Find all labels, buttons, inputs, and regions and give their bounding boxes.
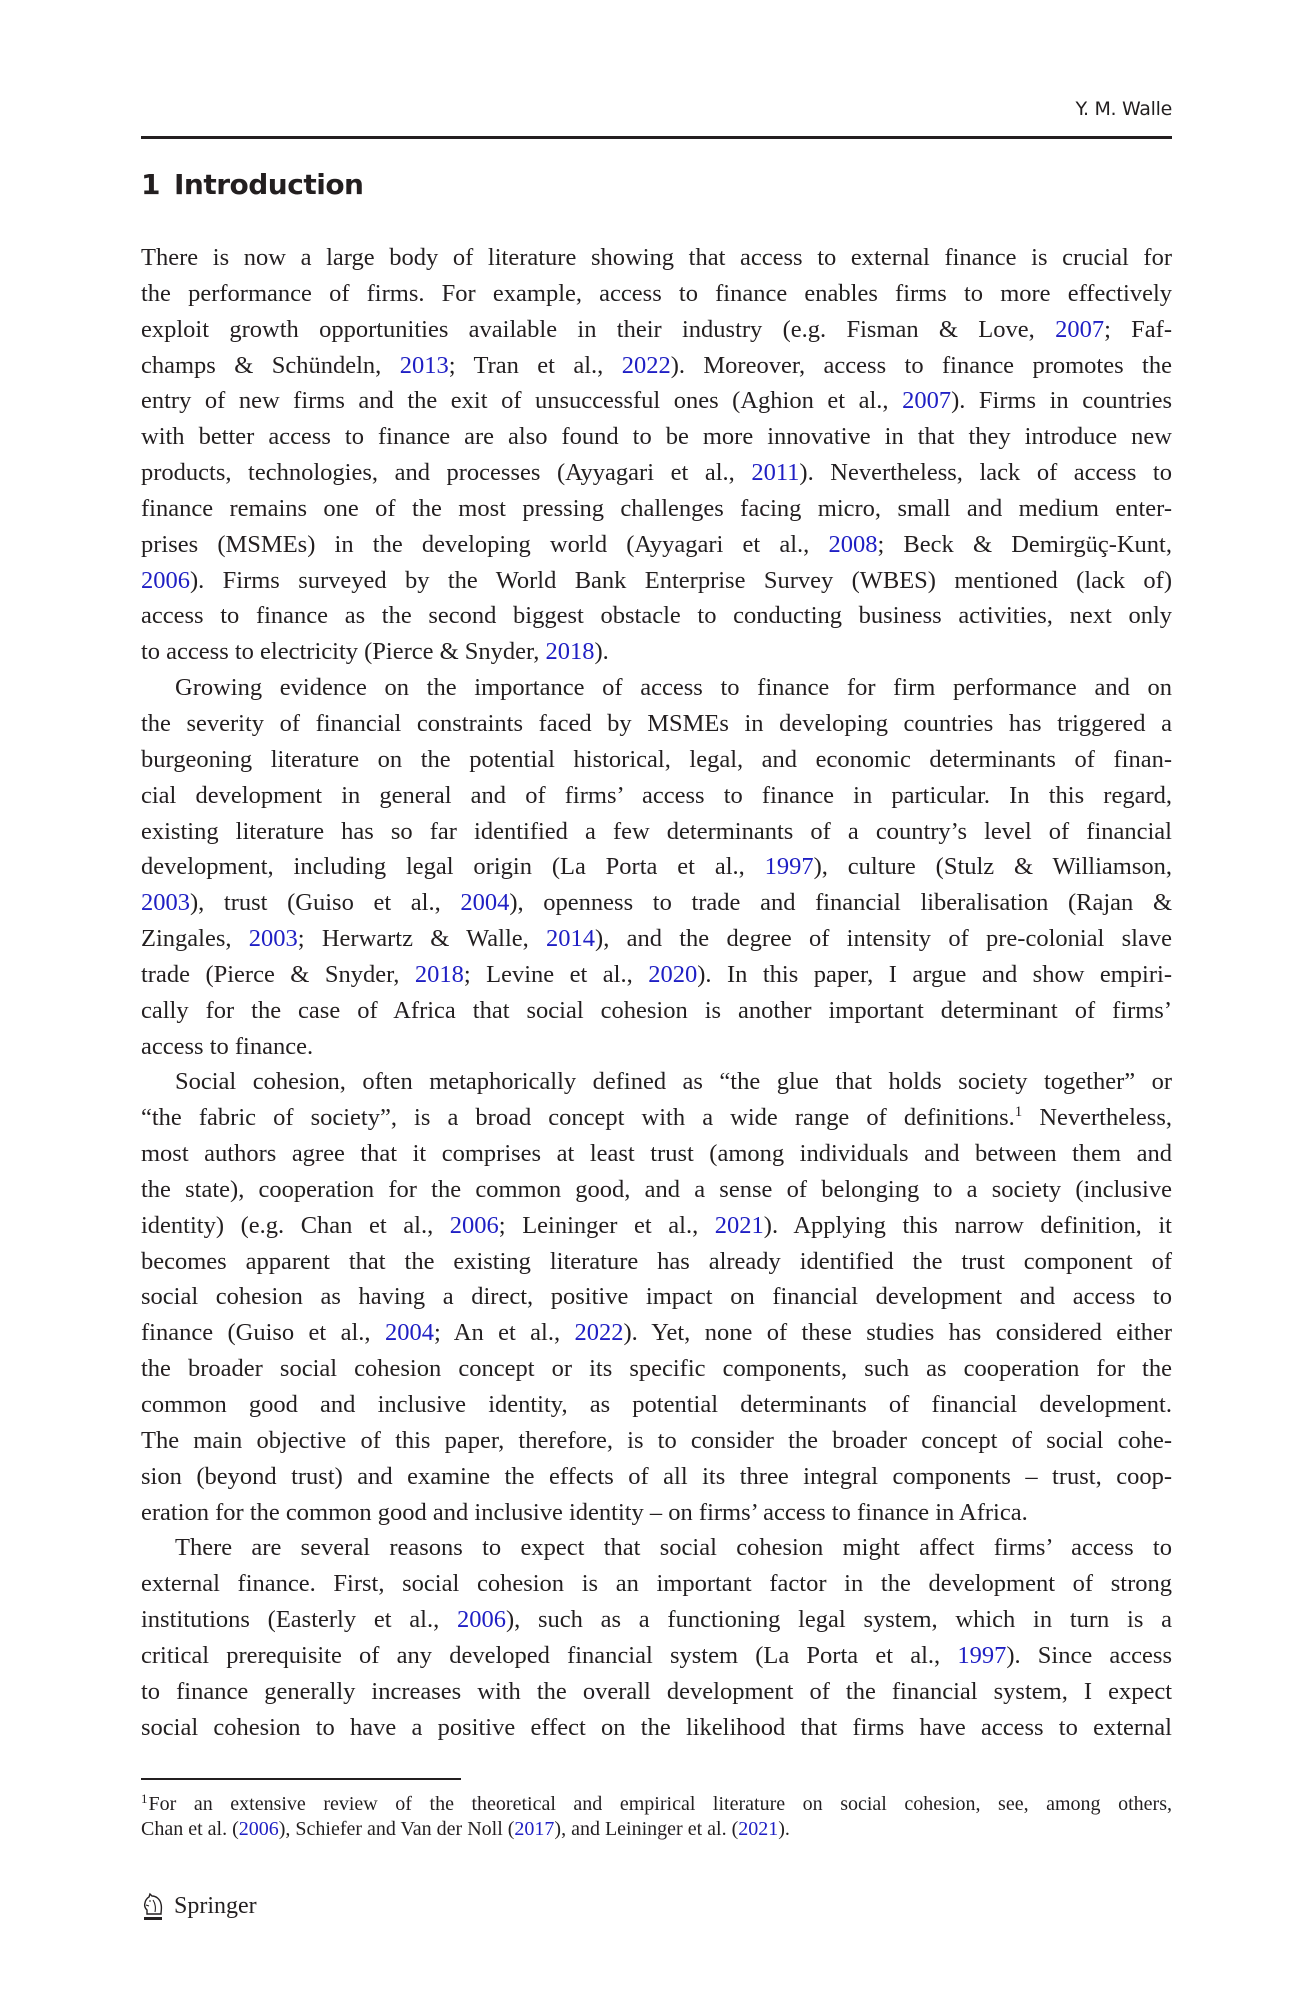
text-run: cial development in general and of firms’ access to finance in particular. In this regard, — [141, 781, 1172, 809]
body-line — [141, 598, 1172, 634]
text-run: finance remains one of the most pressing challenges facing micro, small and medium enter- — [141, 494, 1172, 522]
text-run: the broader social cohesion concept or its specific components, such as cooperation for the — [141, 1355, 1172, 1383]
body-line — [141, 957, 1172, 993]
text-run: access to finance. — [141, 1032, 314, 1060]
body-line — [141, 1459, 1172, 1495]
text-run: common good and inclusive identity, as potential determinants of financial development. — [141, 1391, 1172, 1418]
text-run: There are several reasons to expect that social cohesion might affect firms’ access to — [175, 1534, 1172, 1562]
text-run: external finance. First, social cohesion is an important factor in the development of strong — [141, 1570, 1172, 1598]
springer-knight-icon — [141, 1892, 165, 1922]
body-line — [141, 1100, 1172, 1136]
citation-link[interactable]: 2021 — [714, 1211, 764, 1239]
citation-link[interactable]: 2006 — [238, 1818, 279, 1840]
body-line — [141, 1136, 1172, 1172]
text-run: exploit growth opportunities available in their industry (e.g. Fisman & Love, — [141, 315, 1056, 343]
citation-link[interactable]: 2006 — [141, 566, 190, 594]
text-run: ; An et al., — [433, 1319, 575, 1347]
text-run: ). — [778, 1818, 790, 1840]
citation-link[interactable]: 1997 — [957, 1641, 1007, 1669]
citation-link[interactable]: 2011 — [751, 459, 800, 487]
text-run: ), Schiefer and Van der Noll ( — [278, 1818, 515, 1840]
text-run: ; Leininger et al., — [498, 1211, 715, 1239]
text-run: ), trust (Guiso et al., — [190, 889, 461, 917]
body-line — [141, 778, 1172, 814]
text-run: burgeoning literature on the potential historical, legal, and economic determinants of finan- — [141, 745, 1172, 773]
body-line — [141, 1064, 1172, 1100]
text-run: social cohesion to have a positive effect on the likelihood that firms have access to external — [141, 1713, 1172, 1741]
section-heading — [141, 168, 364, 201]
text-run: ; Levine et al., — [463, 960, 649, 988]
body-line — [141, 563, 1172, 599]
text-run: “the fabric of society”, is a broad concept with a wide range of definitions. — [141, 1104, 1015, 1132]
body-line — [141, 634, 1172, 670]
text-run: ), and the degree of intensity of pre-colonial slave — [595, 925, 1172, 953]
body-line — [141, 1566, 1172, 1602]
text-run: ; Tran et al., — [448, 351, 622, 379]
body-line — [141, 312, 1172, 348]
text-run: ; Herwartz & Walle, — [297, 925, 547, 953]
text-run: the severity of financial constraints faced by MSMEs in developing countries has triggered a — [141, 709, 1172, 737]
body-line — [141, 455, 1172, 491]
text-run: the state), cooperation for the common good, and a sense of belonging to a society (inclusive — [141, 1175, 1172, 1203]
text-run: champs & Schündeln, — [141, 351, 400, 379]
footnote-line — [141, 1817, 1172, 1842]
text-run: the performance of firms. For example, access to finance enables firms to more effectively — [141, 279, 1172, 307]
citation-link[interactable]: 2021 — [738, 1818, 779, 1840]
text-run: The main objective of this paper, therefore, is to consider the broader concept of social cohe- — [141, 1426, 1172, 1454]
body-line — [141, 419, 1172, 455]
text-run: For an extensive review of the theoretical and empirical literature on social cohesion, see, among others, — [148, 1793, 1172, 1815]
text-run: identity) (e.g. Chan et al., — [141, 1211, 450, 1239]
text-run: ). Nevertheless, lack of access to — [799, 459, 1172, 487]
body-line — [141, 348, 1172, 384]
text-run: trade (Pierce & Snyder, — [141, 960, 415, 988]
text-run: ). — [594, 638, 609, 666]
body-line — [141, 527, 1172, 563]
body-line — [141, 1244, 1172, 1280]
text-run: becomes apparent that the existing literature has already identified the trust component of — [141, 1247, 1172, 1275]
citation-link[interactable]: 2022 — [621, 351, 671, 379]
body-line — [141, 814, 1172, 850]
body-line — [141, 1387, 1172, 1423]
citation-link[interactable]: 2018 — [414, 960, 464, 988]
text-run: Chan et al. ( — [141, 1818, 239, 1840]
body-line — [141, 1495, 1172, 1531]
text-run: ). Since access — [1006, 1641, 1172, 1669]
section-number: 1 — [141, 168, 160, 201]
citation-link[interactable]: 2003 — [248, 925, 298, 953]
text-run: prises (MSMEs) in the developing world (Ayyagari et al., — [141, 530, 829, 558]
text-run: with better access to finance are also found to be more innovative in that they introduce new — [141, 423, 1172, 451]
body-line — [141, 1423, 1172, 1459]
text-run: ). Firms in countries — [951, 387, 1172, 415]
footnote — [141, 1792, 1172, 1842]
citation-link[interactable]: 2004 — [460, 889, 510, 917]
text-run: critical prerequisite of any developed financial system (La Porta et al., — [141, 1641, 958, 1669]
body-line — [141, 1029, 1172, 1065]
body-line — [141, 849, 1172, 885]
text-run: entry of new firms and the exit of unsuccessful ones (Aghion et al., — [141, 387, 903, 415]
text-run: ), and Leininger et al. ( — [554, 1818, 739, 1840]
body-line — [141, 706, 1172, 742]
citation-link[interactable]: 2007 — [902, 387, 952, 415]
publisher-name: Springer — [174, 1892, 257, 1919]
citation-link[interactable]: 2006 — [456, 1606, 506, 1634]
text-run: There is now a large body of literature showing that access to external finance is crucial for — [141, 244, 1172, 271]
text-run: institutions (Easterly et al., — [141, 1606, 457, 1634]
footnote-reference[interactable]: 1 — [1014, 1104, 1023, 1121]
text-run: to access to electricity (Pierce & Snyder, — [141, 638, 546, 666]
body-line — [141, 670, 1172, 706]
footnote-number: 1 — [141, 1791, 148, 1806]
citation-link[interactable]: 2006 — [449, 1211, 499, 1239]
citation-link[interactable]: 1997 — [764, 853, 814, 881]
text-run: ). Yet, none of these studies has considered either — [623, 1319, 1172, 1347]
citation-link[interactable]: 2003 — [141, 889, 190, 917]
citation-link[interactable]: 2004 — [384, 1319, 434, 1347]
body-line — [141, 1351, 1172, 1387]
text-run: ; Beck & Demirgüç-Kunt, — [877, 530, 1172, 558]
text-run: cally for the case of Africa that social cohesion is another important determinant of firms’ — [141, 996, 1172, 1024]
text-run: finance (Guiso et al., — [141, 1319, 385, 1347]
body-line — [141, 921, 1172, 957]
text-run: Nevertheless, — [1022, 1104, 1172, 1132]
text-run: social cohesion as having a direct, positive impact on financial development and access to — [141, 1283, 1172, 1311]
footnote-line — [141, 1792, 1172, 1817]
text-run: ), culture (Stulz & Williamson, — [813, 853, 1172, 881]
citation-link[interactable]: 2022 — [574, 1319, 624, 1347]
body-line — [141, 1710, 1172, 1746]
body-text — [141, 240, 1172, 1745]
text-run: development, including legal origin (La Porta et al., — [141, 853, 765, 881]
text-run: ). Firms surveyed by the World Bank Enterprise Survey (WBES) mentioned (lack of) — [190, 566, 1172, 594]
header-rule — [141, 136, 1172, 139]
text-run: ). In this paper, I argue and show empiri- — [697, 960, 1172, 988]
body-line — [141, 383, 1172, 419]
body-line — [141, 885, 1172, 921]
body-line — [141, 240, 1172, 276]
body-line — [141, 1530, 1172, 1566]
body-line — [141, 1638, 1172, 1674]
text-run: Growing evidence on the importance of access to finance for firm performance and on — [175, 674, 1172, 702]
body-line — [141, 1602, 1172, 1638]
text-run: ), such as a functioning legal system, which in turn is a — [505, 1606, 1173, 1634]
body-line — [141, 276, 1172, 312]
text-run: sion (beyond trust) and examine the effects of all its three integral components – trust, coop- — [141, 1462, 1172, 1490]
text-run: ). Applying this narrow definition, it — [763, 1211, 1172, 1239]
text-run: access to finance as the second biggest obstacle to conducting business activities, next only — [141, 602, 1172, 630]
text-run: existing literature has so far identified a few determinants of a country’s level of financial — [141, 817, 1172, 845]
citation-link[interactable]: 2007 — [1055, 315, 1105, 343]
body-line — [141, 1279, 1172, 1315]
text-run: most authors agree that it comprises at least trust (among individuals and between them and — [141, 1140, 1172, 1168]
text-run: Social cohesion, often metaphorically defined as “the glue that holds society together” or — [175, 1068, 1172, 1096]
footnote-rule — [141, 1778, 461, 1780]
text-run: eration for the common good and inclusive identity – on firms’ access to finance in Africa. — [141, 1498, 1028, 1526]
body-line — [141, 1172, 1172, 1208]
citation-link[interactable]: 2014 — [546, 925, 596, 953]
body-line — [141, 993, 1172, 1029]
body-line — [141, 742, 1172, 778]
publisher-logo — [141, 1891, 257, 1923]
section-title: Introduction — [173, 168, 364, 201]
running-head-author: Y. M. Walle — [1075, 98, 1172, 120]
text-run: ). Moreover, access to finance promotes the — [670, 351, 1172, 379]
text-run: to finance generally increases with the overall development of the financial system, I expect — [141, 1677, 1172, 1705]
citation-link[interactable]: 2017 — [514, 1818, 555, 1840]
body-line — [141, 1674, 1172, 1710]
text-run: ; Faf- — [1104, 315, 1172, 343]
body-line — [141, 1208, 1172, 1244]
citation-link[interactable]: 2008 — [828, 530, 878, 558]
text-run: products, technologies, and processes (Ayyagari et al., — [141, 459, 752, 487]
citation-link[interactable]: 2013 — [399, 351, 449, 379]
body-line — [141, 1315, 1172, 1351]
text-run: Zingales, — [141, 925, 249, 953]
text-run: ), openness to trade and financial liberalisation (Rajan & — [509, 889, 1172, 917]
citation-link[interactable]: 2020 — [648, 960, 698, 988]
body-line — [141, 491, 1172, 527]
citation-link[interactable]: 2018 — [545, 638, 595, 666]
